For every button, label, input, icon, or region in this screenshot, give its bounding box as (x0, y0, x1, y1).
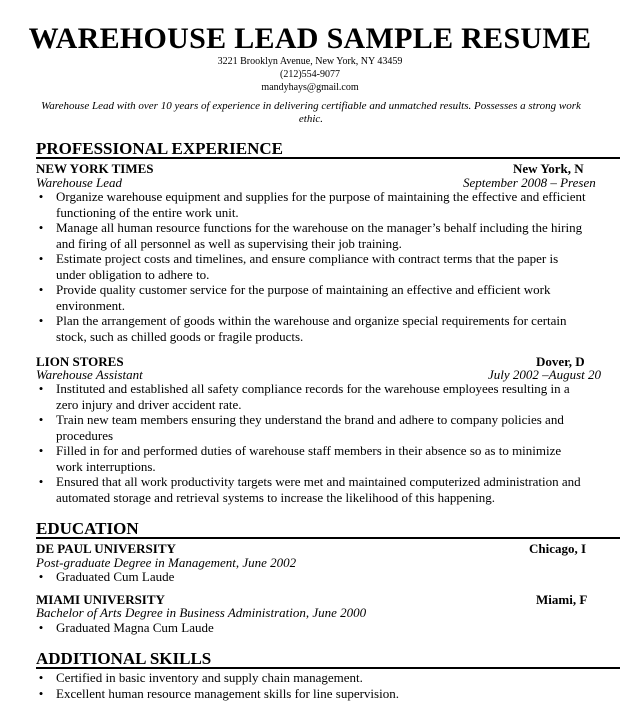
school-location: Miami, F (536, 592, 588, 607)
contact-address: 3221 Brooklyn Avenue, New York, NY 43459 (217, 56, 403, 67)
duty-text: Train new team members ensuring they understand the brand and adhere to company policies and procedures (56, 412, 564, 443)
experience-divider (36, 157, 620, 159)
bullet-icon: • (38, 685, 44, 701)
education-divider (36, 537, 620, 539)
skill-text: Excellent human resource management skills for line supervision. (56, 685, 399, 701)
bullet-icon: • (38, 381, 44, 396)
education-notes-list (36, 569, 586, 585)
bullet-icon: • (38, 282, 44, 297)
list-item (36, 569, 586, 585)
duty-text: Estimate project costs and timelines, and ensure compliance with contract terms that the paper is under obligation to adhere to. (56, 251, 559, 282)
school-name: MIAMI UNIVERSITY (36, 592, 165, 607)
list-item (36, 381, 586, 412)
school-location: Chicago, I (529, 541, 587, 556)
skills-list (36, 670, 586, 701)
school-header-row (36, 541, 620, 556)
bullet-icon: • (38, 620, 44, 635)
bullet-icon: • (38, 412, 44, 427)
job-duties-list (36, 189, 586, 344)
summary-statement: Warehouse Lead with over 10 years of experience in delivering certifiable and unmatched results. Possesses a strong work ethic. (41, 100, 581, 125)
job-location: Dover, D (536, 354, 585, 369)
bullet-icon: • (38, 313, 44, 328)
bullet-icon: • (38, 189, 44, 204)
job-company: LION STORES (36, 354, 124, 369)
degree-row (36, 555, 620, 570)
honor-text: Graduated Cum Laude (56, 569, 175, 584)
list-item (36, 686, 586, 702)
list-item (36, 443, 586, 474)
job-role-row (36, 367, 620, 382)
list-item (36, 474, 586, 505)
list-item (36, 189, 586, 220)
bullet-icon: • (38, 474, 44, 489)
skills-divider (36, 667, 620, 669)
duty-text: Instituted and established all safety compliance records for the warehouse employees resulting in a zero injury and driver accident rate. (56, 381, 570, 412)
job-dates: July 2002 –August 20 (488, 367, 602, 382)
duty-text: Filled in for and performed duties of warehouse staff members in their absence so as to minimize work interruptions. (56, 443, 562, 474)
job-dates: September 2008 – Presen (463, 175, 596, 190)
experience-heading: PROFESSIONAL EXPERIENCE (36, 139, 284, 158)
duty-text: Organize warehouse equipment and supplies for the purpose of maintaining the effective and efficient functioning of the entire work unit. (56, 189, 586, 220)
job-role: Warehouse Assistant (36, 367, 143, 382)
list-item (36, 220, 586, 251)
job-company: NEW YORK TIMES (36, 161, 154, 176)
skill-text: Certified in basic inventory and supply chain management. (56, 670, 363, 685)
contact-email[interactable]: mandyhays@gmail.com (261, 82, 359, 93)
duty-text: Plan the arrangement of goods within the warehouse and organize special requirements for certain stock, such as chilled goods or fragile products. (56, 313, 567, 344)
job-role: Warehouse Lead (36, 175, 123, 190)
bullet-icon: • (38, 220, 44, 235)
list-item (36, 313, 586, 344)
job-duties-list (36, 381, 586, 505)
duty-text: Provide quality customer service for the purpose of maintaining an effective and efficient work environment. (56, 282, 551, 313)
skills-heading: ADDITIONAL SKILLS (36, 649, 212, 668)
bullet-icon: • (38, 670, 44, 685)
degree-text: Post-graduate Degree in Management, June 2002 (36, 555, 297, 570)
job-header-row (36, 161, 620, 176)
bullet-icon: • (38, 569, 44, 584)
education-notes-list (36, 620, 586, 636)
list-item (36, 670, 586, 686)
list-item (36, 282, 586, 313)
contact-phone: (212)554-9077 (280, 69, 340, 80)
duty-text: Manage all human resource functions for the warehouse on the manager’s behalf including the hiring and firing of all personnel as well as supervising their job training. (56, 220, 583, 251)
list-item (36, 620, 586, 636)
resume-title: WAREHOUSE LEAD SAMPLE RESUME (28, 22, 592, 55)
bullet-icon: • (38, 251, 44, 266)
list-item (36, 412, 586, 443)
school-name: DE PAUL UNIVERSITY (36, 541, 176, 556)
education-heading: EDUCATION (36, 519, 139, 538)
duty-text: Ensured that all work productivity targets were met and maintained computerized administration and automated storage and retrieval systems to increase the likelihood of this happening. (56, 474, 581, 505)
job-role-row (36, 175, 620, 190)
degree-row (36, 605, 620, 620)
job-location: New York, N (513, 161, 584, 176)
bullet-icon: • (38, 443, 44, 458)
honor-text: Graduated Magna Cum Laude (56, 620, 214, 635)
degree-text: Bachelor of Arts Degree in Business Administration, June 2000 (36, 605, 367, 620)
list-item (36, 251, 586, 282)
